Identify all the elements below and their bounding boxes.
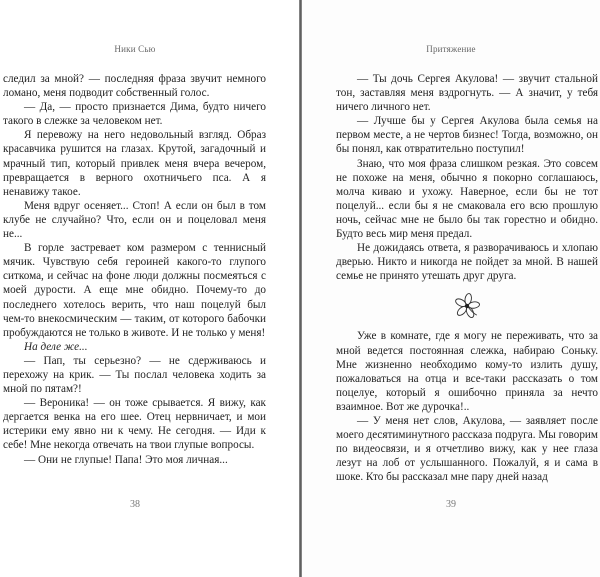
paragraph: Знаю, что моя фраза слишком резкая. Это совсем не похоже на меня, обычно я покорно соглашаюсь, молча киваю и ухожу. Наверное, если бы не тот поцелуй... если бы я не смаковала его всю прошлую ночь, сейчас мне не было бы так горестно и обидно. Будто весь мир меня предал. (336, 157, 598, 241)
right-page-text (336, 72, 598, 484)
paragraph: Я перевожу на него недовольный взгляд. Образ красавчика рушится на глазах. Крутой, загадочный и мрачный тип, который привлек меня вчера вечером, превращается в верного охотничьего пса. А я ненавижу такое. (3, 129, 266, 198)
paragraph: — Вероника! — он тоже срывается. Я вижу, как дергается венка на его шее. Отец нервничает, и мои истерики ему явно ни к чему. Не сегодня. — Иди к себе! Мне некогда отвечать на твои глупые вопросы. (3, 397, 266, 452)
running-head-author: Ники Сью (114, 44, 156, 54)
flower-ornament-icon (336, 287, 598, 325)
flower-icon (453, 292, 481, 320)
running-head-title: Притяжение (426, 44, 476, 54)
paragraph: В горле застревает ком размером с теннисный мячик. Чувствую себя героиней какого-то глупого ситкома, и сейчас на фоне люди должны посмеяться с моей дурости. А еще мне обидно. Почему-то до последнего хотелось верить, что наш поцелуй был чем-то внекосмическим — таким, от которого бабочки пробуждаются не только в животе. И не только у меня! (3, 242, 266, 339)
paragraph: — Да, — просто признается Дима, будто ничего такого в слежке за человеком нет. (3, 101, 266, 128)
paragraph: — Пап, ты серьезно? — не сдерживаюсь и перехожу на крик. — Ты послал человека ходить за мной по пятам?! (3, 354, 266, 396)
paragraph: — Они не глупые! Папа! Это моя личная... (24, 453, 228, 466)
paragraph: Не дожидаясь ответа, я разворачиваюсь и хлопаю дверью. Никто и никогда не пойдет за мной. В нашей семье не принято утешать друг друга. (336, 242, 598, 283)
paragraph: — Лучше бы у Сергея Акулова была семья на первом месте, а не чертов бизнес! Тогда, возможно, он бы понял, как отвратительно поступил! (336, 115, 598, 156)
left-page-text (3, 72, 266, 467)
paragraph: — У меня нет слов, Акулова, — заявляет после моего десятиминутного рассказа подруга. Мы говорим по видеосвязи, и я отчетливо вижу, как у нее глаза лезут на лоб от услышанного. Пожалуй, я и сама в шоке. Кто бы рассказал мне пару дней назад (336, 414, 598, 484)
page-number: 39 (446, 499, 456, 510)
right-page (302, 0, 600, 577)
page-number: 38 (130, 499, 140, 510)
paragraph: — Ты дочь Сергея Акулова! — звучит стальной тон, заставляя меня вздрогнуть. — А значит, у тебя ничего личного нет. (336, 73, 598, 114)
paragraph-italic: На деле же... (24, 340, 88, 353)
paragraph: Уже в комнате, где я могу не переживать, что за мной ведется постоянная слежка, набираю Соньку. Мне жизненно необходимо кому-то излить душу, пожаловаться на отца и все-таки рассказать о том поцелуе, который я ошибочно приняла за нечто взаимное. Вот же дурочка!.. (336, 330, 598, 413)
paragraph: следил за мной? — последняя фраза звучит немного ломано, меня подводит собственный голос. (3, 73, 266, 100)
paragraph: Меня вдруг осеняет... Стоп! А если он был в том клубе не случайно? Что, если он и поцеловал меня не... (3, 199, 266, 241)
